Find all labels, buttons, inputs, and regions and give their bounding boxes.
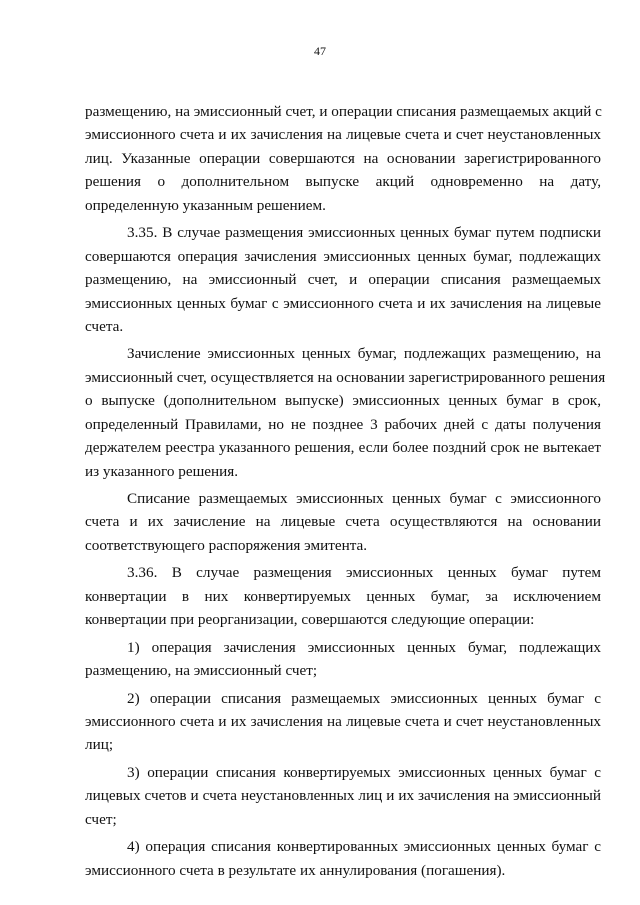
text-line: размещению, на эмиссионный счет; [85,662,318,680]
text-line: держателем реестра указанного решения, если более поздний срок не вытекает [85,439,601,457]
paragraph [85,687,601,757]
text-line: эмиссионного счета и их зачисления на лицевые счета и счет неустановленных [85,712,601,730]
text-line: конвертации в них конвертируемых ценных бумаг, за исключением [85,587,601,605]
paragraph [85,561,601,631]
text-line: 3.36. В случае размещения эмиссионных ценных бумаг путем [127,564,601,582]
text-line: из указанного решения. [85,462,239,480]
text-line: счета. [85,317,124,335]
text-line: размещению, на эмиссионный счет, и операции списания размещаемых [85,271,601,289]
text-line: 2) операции списания размещаемых эмиссионных ценных бумаг с [127,689,601,707]
text-line: размещению, на эмиссионный счет, и операции списания размещаемых акций с [85,103,602,120]
text-line: соответствующего распоряжения эмитента. [85,536,368,554]
text-line: Списание размещаемых эмиссионных ценных бумаг с эмиссионного [127,490,601,507]
paragraph [85,761,601,831]
paragraph [85,636,601,683]
text-line: совершаются операция зачисления эмиссионных ценных бумаг, подлежащих [85,247,601,265]
text-line: 4) операция списания конвертированных эмиссионных ценных бумаг с [127,838,601,856]
text-line: определенный Правилами, но не позднее 3 рабочих дней с даты получения [85,415,601,433]
text-line: счета и их зачисление на лицевые счета осуществляются на основании [85,513,601,531]
paragraph [85,487,601,557]
text-line: эмиссионного счета и их зачисления на лицевые счета и счет неустановленных [85,126,601,144]
text-line: счет; [85,810,117,828]
document-body [85,100,606,882]
text-line: эмиссионных ценных бумаг с эмиссионного счета и их зачисления на лицевые [85,294,601,312]
text-line: о выпуске (дополнительном выпуске) эмиссионных ценных бумаг в срок, [85,392,601,410]
text-line: Зачисление эмиссионных ценных бумаг, подлежащих размещению, на [127,345,601,363]
paragraph [85,342,606,483]
text-line: 3.35. В случае размещения эмиссионных ценных бумаг путем подписки [127,224,601,242]
text-line: эмиссионный счет, осуществляется на основании зарегистрированного решения [85,368,606,386]
text-line: 3) операции списания конвертируемых эмиссионных ценных бумаг с [127,763,601,781]
text-line: решения о дополнительном выпуске акций одновременно на дату, [85,173,601,191]
text-line: эмиссионного счета в результате их аннулирования (погашения). [85,861,506,879]
text-line: лицевых счетов и счета неустановленных лиц и их зачисления на эмиссионный [85,787,601,805]
paragraph [85,835,601,882]
text-line: определенную указанным решением. [85,196,326,214]
text-line: 1) операция зачисления эмиссионных ценных бумаг, подлежащих [127,638,601,656]
paragraph [85,221,601,338]
text-line: конвертации при реорганизации, совершаются следующие операции: [85,611,535,629]
text-line: лиц; [85,736,114,754]
paragraph [85,100,601,217]
page-number: 47 [314,44,326,58]
text-line: лиц. Указанные операции совершаются на основании зарегистрированного [85,149,601,167]
